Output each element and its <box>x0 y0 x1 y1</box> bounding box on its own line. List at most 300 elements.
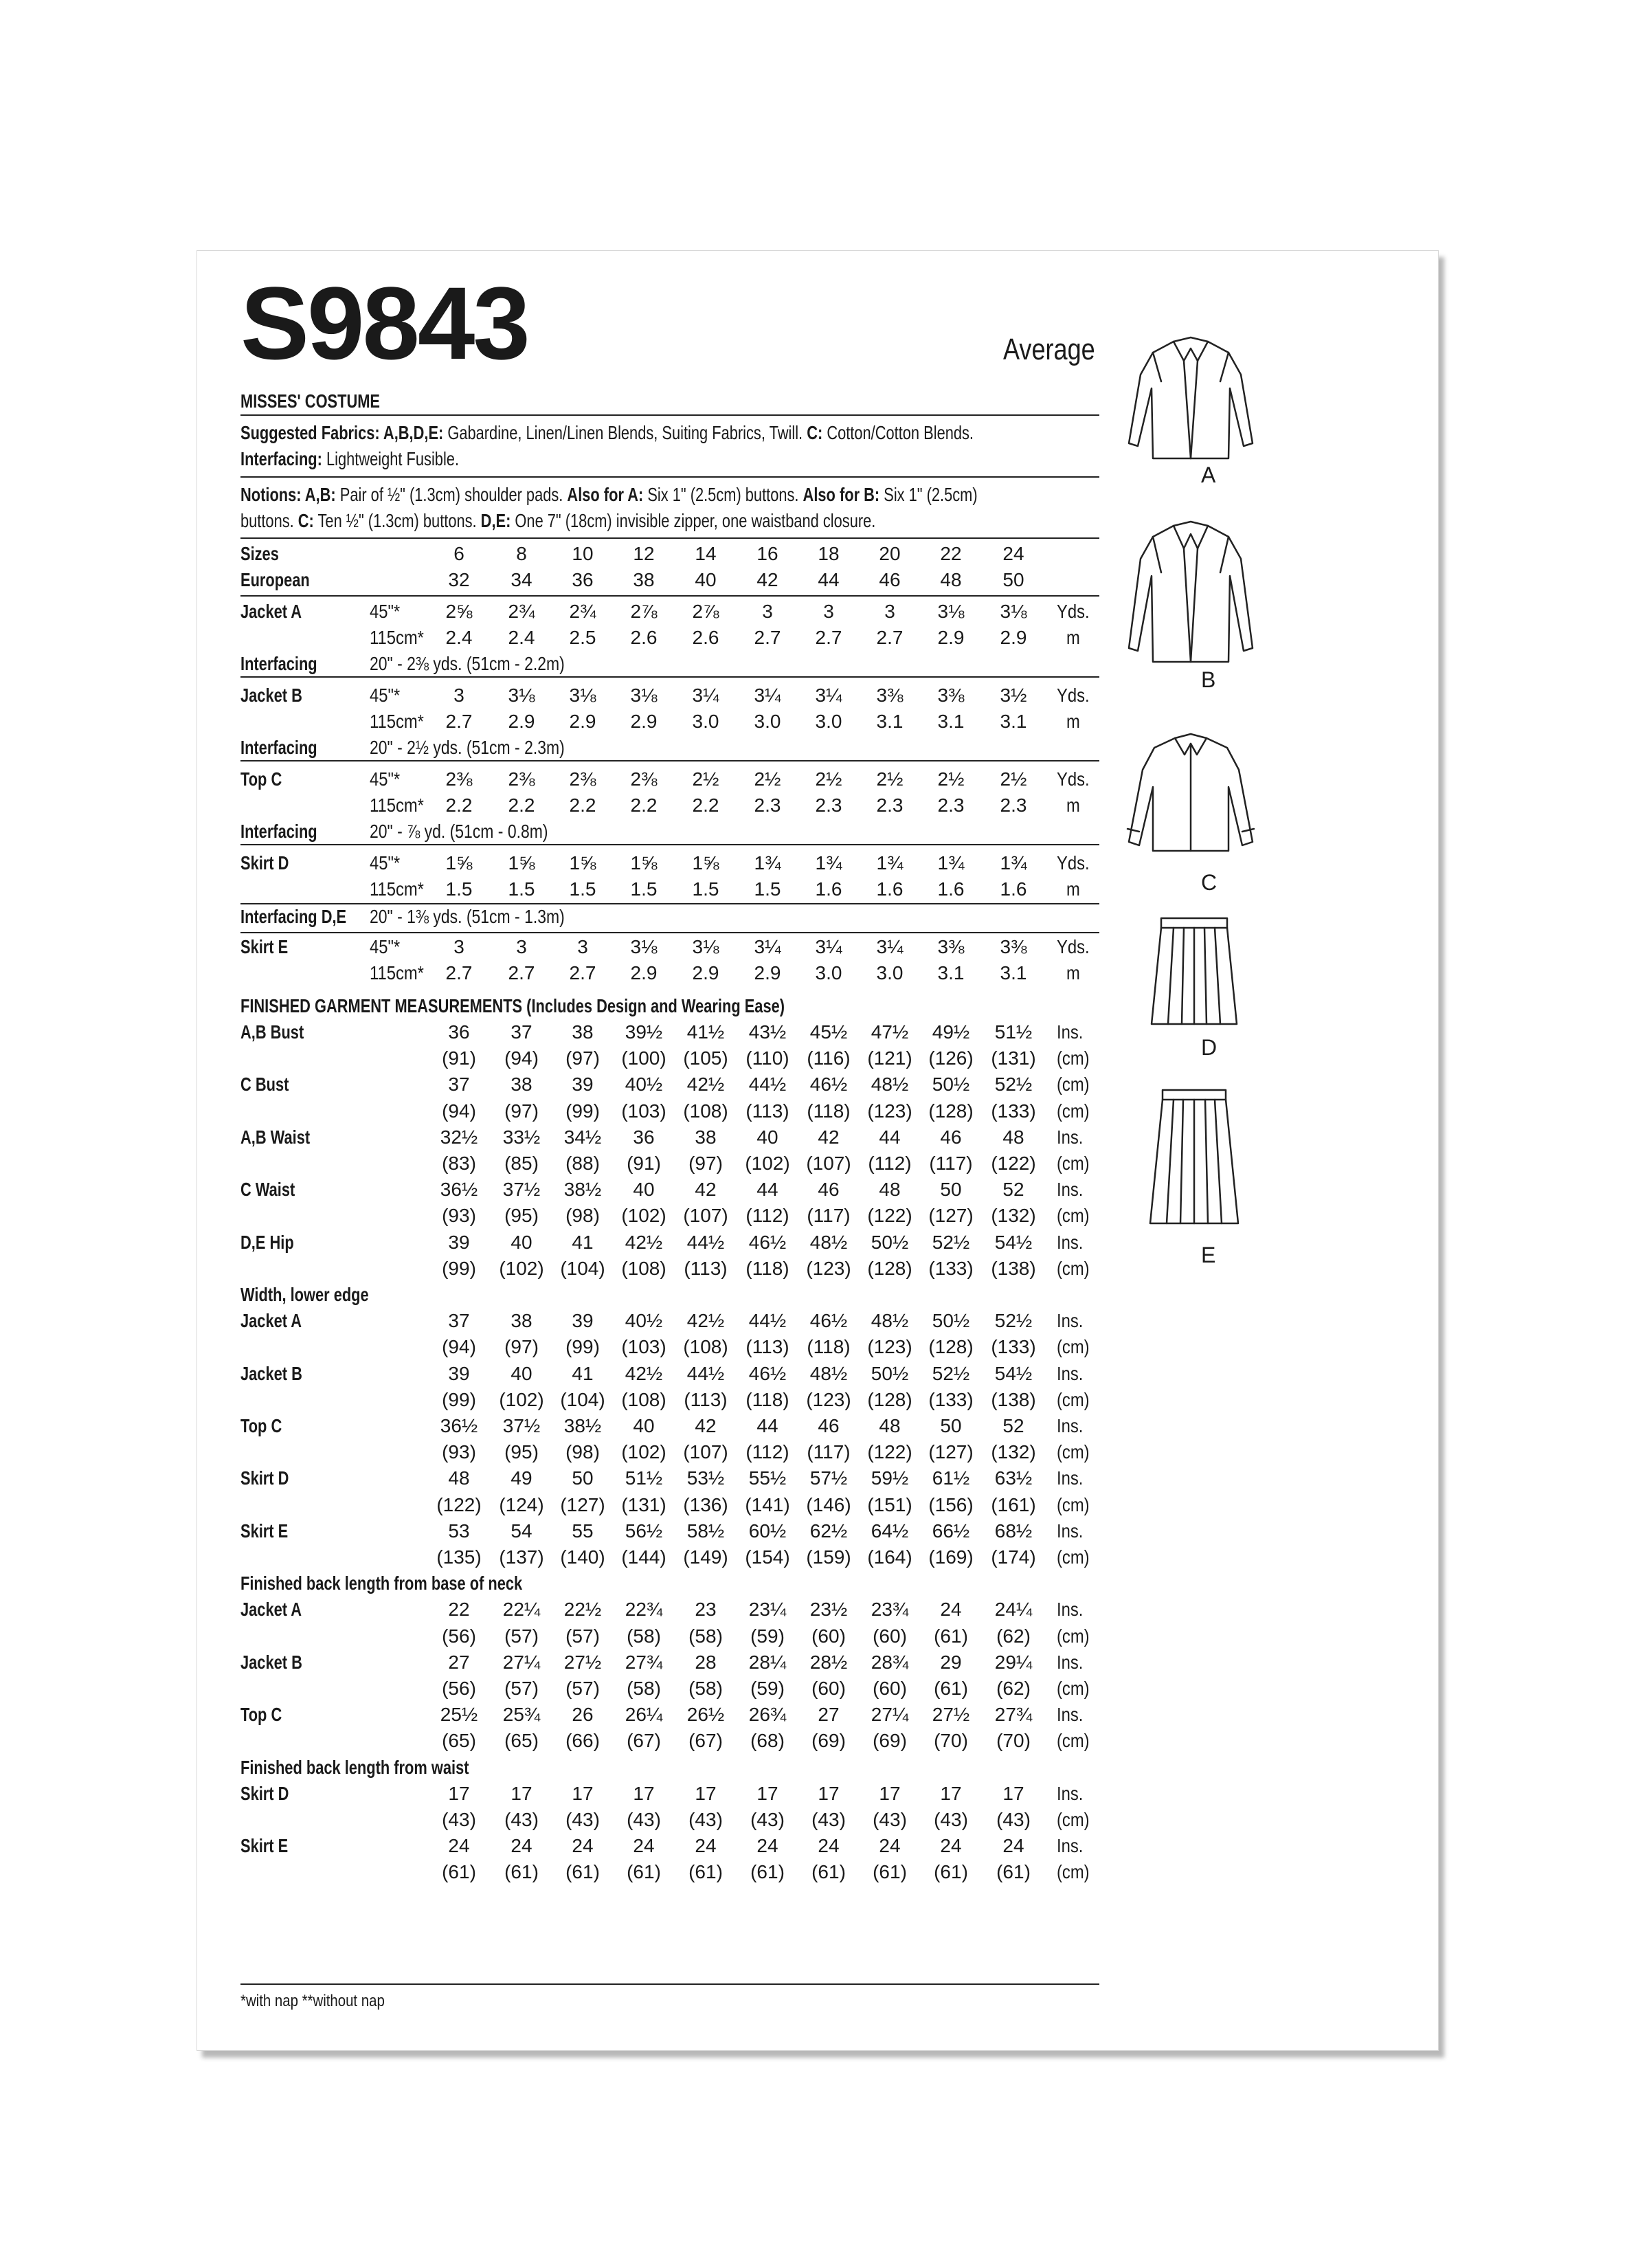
inches-value: 43½ <box>748 1021 787 1043</box>
inches-value: 55 <box>572 1520 594 1542</box>
cm-value: (94) <box>442 1336 476 1357</box>
unit: (cm) <box>1057 1678 1090 1699</box>
cm-value: (58) <box>688 1678 723 1699</box>
sizes-label: Sizes <box>240 543 279 564</box>
unit: (cm) <box>1057 1047 1090 1069</box>
yardage-value: 2⅝ <box>445 601 473 622</box>
inches-value: 40 <box>511 1232 532 1253</box>
skirt-e-icon <box>1146 1086 1242 1230</box>
yardage-value: 1⅝ <box>569 852 596 874</box>
inches-value: 48½ <box>809 1363 848 1384</box>
inches-value: 24 <box>818 1835 840 1856</box>
inches-value: 38 <box>511 1074 532 1095</box>
measurement-label: C Waist <box>240 1179 295 1200</box>
divider <box>240 537 1099 539</box>
yardage-value: 2.9 <box>692 962 719 983</box>
unit: m <box>1066 627 1080 648</box>
inches-value: 17 <box>572 1783 594 1804</box>
yardage-value: 3¼ <box>754 685 781 706</box>
inches-value: 24 <box>448 1835 470 1856</box>
cm-value: (61) <box>565 1861 600 1882</box>
yardage-value: 2½ <box>815 768 842 790</box>
yardage-value: 2.6 <box>630 627 658 648</box>
cm-value: (123) <box>806 1258 851 1279</box>
yardage-value: 2.3 <box>1000 794 1027 816</box>
interfacing-line <box>240 449 459 469</box>
cm-value: (61) <box>811 1861 846 1882</box>
cm-value: (137) <box>499 1546 544 1568</box>
cm-value: (61) <box>873 1861 907 1882</box>
yardage-value: 1.6 <box>815 878 842 900</box>
inches-value: 55½ <box>748 1467 787 1489</box>
cm-value: (102) <box>621 1441 666 1463</box>
footnote: *with nap **without nap <box>240 1992 385 2010</box>
inches-value: 17 <box>511 1783 532 1804</box>
interfacing-yardage: 20" - 2⅜ yds. (51cm - 2.2m) <box>370 653 565 674</box>
yardage-value: 2.5 <box>569 627 596 648</box>
yardage-value: 2½ <box>692 768 719 790</box>
cm-value: (149) <box>683 1546 728 1568</box>
cm-value: (65) <box>504 1730 539 1751</box>
yardage-value: 2.7 <box>569 962 596 983</box>
size-value: 8 <box>516 543 527 564</box>
unit: Ins. <box>1057 1415 1084 1436</box>
cm-value: (59) <box>750 1625 785 1647</box>
unit: Ins. <box>1057 1652 1084 1673</box>
inches-value: 61½ <box>932 1467 970 1489</box>
inches-value: 44 <box>879 1126 901 1148</box>
inches-value: 27½ <box>932 1704 970 1725</box>
notions-label: Notions: A,B: <box>240 484 336 505</box>
cm-value: (113) <box>745 1100 789 1122</box>
yardage-value: 3 <box>884 601 895 622</box>
yardage-value: 1⅝ <box>508 852 535 874</box>
garment-letter: B <box>1201 667 1216 692</box>
garment-letter: D <box>1201 1035 1218 1060</box>
fabrics-text: Gabardine, Linen/Linen Blends, Suiting Fabrics, Twill. <box>443 422 807 443</box>
inches-value: 46½ <box>748 1363 787 1384</box>
inches-value: 37 <box>511 1021 532 1043</box>
cm-value: (118) <box>807 1336 851 1357</box>
unit: Ins. <box>1057 1520 1084 1542</box>
cm-value: (58) <box>688 1625 723 1647</box>
cm-value: (60) <box>811 1678 846 1699</box>
yardage-value: 2½ <box>937 768 965 790</box>
measurement-label: C Bust <box>240 1074 289 1095</box>
european-size-value: 32 <box>448 569 470 590</box>
fabrics-c-label: C: <box>807 422 823 443</box>
inches-value: 37½ <box>502 1415 541 1436</box>
unit: (cm) <box>1057 1258 1090 1279</box>
inches-value: 68½ <box>994 1520 1033 1542</box>
fabric-width: 45"* <box>370 601 401 622</box>
inches-value: 52 <box>1002 1179 1024 1200</box>
cm-value: (56) <box>442 1625 476 1647</box>
divider <box>240 676 1099 678</box>
yardage-value: 3 <box>453 685 464 706</box>
yardage-value: 3.0 <box>815 962 842 983</box>
yardage-value: 2.9 <box>508 711 535 732</box>
inches-value: 53 <box>448 1520 470 1542</box>
garment-letter: E <box>1201 1243 1216 1267</box>
divider <box>240 932 1099 933</box>
yardage-value: 3.1 <box>1000 711 1027 732</box>
cm-value: (58) <box>627 1625 661 1647</box>
inches-value: 39½ <box>625 1021 663 1043</box>
inches-value: 57½ <box>809 1467 848 1489</box>
unit: (cm) <box>1057 1861 1090 1882</box>
cm-value: (102) <box>621 1205 666 1226</box>
cm-value: (118) <box>745 1389 789 1410</box>
inches-value: 38 <box>695 1126 717 1148</box>
cm-value: (161) <box>991 1494 1036 1515</box>
inches-value: 52½ <box>932 1363 970 1384</box>
inches-value: 34½ <box>563 1126 602 1148</box>
yardage-value: 1⅝ <box>445 852 473 874</box>
unit: (cm) <box>1057 1074 1090 1095</box>
cm-value: (66) <box>565 1730 600 1751</box>
cm-value: (88) <box>565 1153 600 1174</box>
cm-value: (138) <box>991 1258 1036 1279</box>
inches-value: 42½ <box>686 1074 725 1095</box>
unit: (cm) <box>1057 1546 1090 1568</box>
cm-value: (99) <box>565 1336 600 1357</box>
inches-value: 42 <box>695 1179 717 1200</box>
top-c-icon <box>1119 729 1263 866</box>
size-value: 12 <box>633 543 655 564</box>
yardage-value: 3 <box>516 936 527 957</box>
inches-value: 41 <box>572 1363 594 1384</box>
cm-value: (131) <box>621 1494 666 1515</box>
unit: (cm) <box>1057 1336 1090 1357</box>
yardage-value: 2⅜ <box>508 768 535 790</box>
size-value: 24 <box>1002 543 1024 564</box>
yardage-value: 1.5 <box>569 878 596 900</box>
inches-value: 50½ <box>932 1074 970 1095</box>
cm-value: (133) <box>991 1100 1036 1122</box>
inches-value: 60½ <box>748 1520 787 1542</box>
inches-value: 46 <box>818 1415 840 1436</box>
measurement-group-heading: Finished back length from waist <box>240 1756 469 1778</box>
inches-value: 44½ <box>686 1232 725 1253</box>
cm-value: (133) <box>991 1336 1036 1357</box>
measurement-group-heading: Finished back length from base of neck <box>240 1572 523 1594</box>
measurement-label: A,B Bust <box>240 1021 304 1043</box>
unit: (cm) <box>1057 1730 1090 1751</box>
inches-value: 36 <box>448 1021 470 1043</box>
notions-a-label: Also for A: <box>567 484 644 505</box>
cm-value: (154) <box>745 1546 790 1568</box>
yardage-value: 1.5 <box>754 878 781 900</box>
inches-value: 26¾ <box>748 1704 787 1725</box>
cm-value: (99) <box>442 1258 476 1279</box>
cm-value: (97) <box>504 1100 539 1122</box>
inches-value: 44 <box>756 1415 778 1436</box>
yardage-value: 2.3 <box>815 794 842 816</box>
unit: Yds. <box>1057 852 1090 874</box>
yardage-value: 3 <box>453 936 464 957</box>
yardage-value: 1⅝ <box>692 852 719 874</box>
inches-value: 52½ <box>932 1232 970 1253</box>
pattern-code: S9843 <box>240 265 528 381</box>
cm-value: (127) <box>928 1205 974 1226</box>
garment-letter: A <box>1201 463 1216 487</box>
inches-value: 44½ <box>748 1310 787 1331</box>
unit: Yds. <box>1057 936 1090 957</box>
inches-value: 42½ <box>686 1310 725 1331</box>
interfacing-text: Lightweight Fusible. <box>322 448 460 469</box>
cm-value: (97) <box>565 1047 600 1069</box>
divider <box>240 1983 1099 1985</box>
yardage-value: 3⅛ <box>1000 601 1027 622</box>
size-value: 20 <box>879 543 901 564</box>
cm-value: (57) <box>504 1625 539 1647</box>
inches-value: 46½ <box>748 1232 787 1253</box>
inches-value: 48½ <box>809 1232 848 1253</box>
cm-value: (91) <box>627 1153 661 1174</box>
inches-value: 46½ <box>809 1074 848 1095</box>
interfacing-label: Interfacing <box>240 653 317 674</box>
inches-value: 24 <box>756 1835 778 1856</box>
inches-value: 23½ <box>809 1599 848 1620</box>
inches-value: 27¼ <box>502 1652 541 1673</box>
cm-value: (93) <box>442 1205 476 1226</box>
inches-value: 23¾ <box>871 1599 909 1620</box>
yardage-value: 3.0 <box>754 711 781 732</box>
yardage-value: 2½ <box>876 768 904 790</box>
cm-value: (65) <box>442 1730 476 1751</box>
inches-value: 24¼ <box>994 1599 1033 1620</box>
unit: Ins. <box>1057 1021 1084 1043</box>
yardage-value: 3 <box>577 936 588 957</box>
fabrics-c-text: Cotton/Cotton Blends. <box>822 422 974 443</box>
yardage-value: 3.0 <box>876 962 904 983</box>
inches-value: 23 <box>695 1599 717 1620</box>
cm-value: (113) <box>684 1389 728 1410</box>
size-value: 18 <box>818 543 840 564</box>
inches-value: 46 <box>940 1126 962 1148</box>
cm-value: (61) <box>934 1678 968 1699</box>
yardage-value: 1.5 <box>445 878 473 900</box>
cm-value: (108) <box>621 1389 666 1410</box>
yardage-value: 2.3 <box>876 794 904 816</box>
yardage-value: 1⅝ <box>630 852 658 874</box>
inches-value: 27¼ <box>871 1704 909 1725</box>
inches-value: 29¼ <box>994 1652 1033 1673</box>
garment-label: Jacket B <box>240 685 302 706</box>
fabrics-label: Suggested Fabrics: A,B,D,E: <box>240 422 444 443</box>
yardage-value: 3.1 <box>876 711 904 732</box>
cm-value: (117) <box>807 1441 851 1463</box>
cm-value: (68) <box>750 1730 785 1751</box>
yardage-value: 2⅜ <box>445 768 473 790</box>
divider <box>240 760 1099 761</box>
inches-value: 51½ <box>625 1467 663 1489</box>
inches-value: 50 <box>940 1415 962 1436</box>
inches-value: 38½ <box>563 1179 602 1200</box>
inches-value: 37½ <box>502 1179 541 1200</box>
cm-value: (91) <box>442 1047 476 1069</box>
yardage-value: 2.9 <box>569 711 596 732</box>
yardage-value: 2.4 <box>445 627 473 648</box>
cm-value: (128) <box>867 1389 912 1410</box>
cm-value: (112) <box>745 1205 789 1226</box>
notions-text: Pair of ½" (1.3cm) shoulder pads. <box>335 484 568 505</box>
cm-value: (85) <box>504 1153 539 1174</box>
cm-value: (98) <box>565 1205 600 1226</box>
yardage-value: 3⅜ <box>1000 936 1027 957</box>
fabric-width: 115cm* <box>370 794 424 816</box>
cm-value: (102) <box>499 1389 544 1410</box>
measurement-label: Skirt D <box>240 1467 289 1489</box>
inches-value: 46½ <box>809 1310 848 1331</box>
cm-value: (70) <box>996 1730 1031 1751</box>
interfacing-de-label: Interfacing D,E <box>240 906 347 927</box>
unit: Ins. <box>1057 1363 1084 1384</box>
cm-value: (43) <box>504 1809 539 1830</box>
inches-value: 22¼ <box>502 1599 541 1620</box>
inches-value: 23¼ <box>748 1599 787 1620</box>
fabric-width: 45"* <box>370 768 401 790</box>
inches-value: 62½ <box>809 1520 848 1542</box>
notions-de-text: One 7" (18cm) invisible zipper, one waistband closure. <box>511 510 876 531</box>
cm-value: (61) <box>750 1861 785 1882</box>
inches-value: 27½ <box>563 1652 602 1673</box>
yardage-value: 3¼ <box>815 685 842 706</box>
cm-value: (159) <box>806 1546 851 1568</box>
cm-value: (60) <box>811 1625 846 1647</box>
cm-value: (99) <box>442 1389 476 1410</box>
inches-value: 27 <box>818 1704 840 1725</box>
european-size-value: 34 <box>511 569 532 590</box>
european-size-value: 40 <box>695 569 717 590</box>
yardage-value: 2.2 <box>508 794 535 816</box>
inches-value: 50 <box>940 1179 962 1200</box>
inches-value: 39 <box>572 1310 594 1331</box>
cm-value: (117) <box>929 1153 973 1174</box>
cm-value: (58) <box>627 1678 661 1699</box>
inches-value: 54½ <box>994 1232 1033 1253</box>
interfacing-label: Interfacing <box>240 821 317 842</box>
size-value: 16 <box>756 543 778 564</box>
cm-value: (43) <box>688 1809 723 1830</box>
inches-value: 24 <box>940 1835 962 1856</box>
unit: Ins. <box>1057 1704 1084 1725</box>
cm-value: (83) <box>442 1153 476 1174</box>
size-value: 6 <box>453 543 464 564</box>
cm-value: (61) <box>442 1861 476 1882</box>
yardage-value: 1.6 <box>1000 878 1027 900</box>
yardage-value: 1.5 <box>630 878 658 900</box>
unit: m <box>1066 962 1080 983</box>
fabric-width: 45"* <box>370 852 401 874</box>
cm-value: (132) <box>991 1441 1036 1463</box>
unit: (cm) <box>1057 1625 1090 1647</box>
yardage-value: 3¼ <box>876 936 904 957</box>
measurement-label: D,E Hip <box>240 1232 294 1253</box>
inches-value: 25½ <box>440 1704 478 1725</box>
inches-value: 17 <box>633 1783 655 1804</box>
inches-value: 24 <box>695 1835 717 1856</box>
yardage-value: 2.4 <box>508 627 535 648</box>
cm-value: (61) <box>504 1861 539 1882</box>
european-sizes-label: European <box>240 569 310 590</box>
inches-value: 33½ <box>502 1126 541 1148</box>
cm-value: (169) <box>928 1546 974 1568</box>
cm-value: (136) <box>683 1494 728 1515</box>
yardage-value: 2.7 <box>508 962 535 983</box>
inches-value: 26 <box>572 1704 594 1725</box>
measurement-label: Skirt E <box>240 1520 289 1542</box>
inches-value: 42 <box>818 1126 840 1148</box>
yardage-value: 2.2 <box>630 794 658 816</box>
inches-value: 36½ <box>440 1179 478 1200</box>
inches-value: 48½ <box>871 1310 909 1331</box>
yardage-value: 3⅛ <box>630 936 658 957</box>
cm-value: (126) <box>928 1047 974 1069</box>
inches-value: 17 <box>879 1783 901 1804</box>
inches-value: 42½ <box>625 1363 663 1384</box>
yardage-value: 2.9 <box>1000 627 1027 648</box>
inches-value: 53½ <box>686 1467 725 1489</box>
inches-value: 44½ <box>686 1363 725 1384</box>
measurement-label: Jacket A <box>240 1599 302 1620</box>
unit: Ins. <box>1057 1179 1084 1200</box>
inches-value: 17 <box>1002 1783 1024 1804</box>
cm-value: (108) <box>683 1336 728 1357</box>
cm-value: (123) <box>867 1336 912 1357</box>
cm-value: (128) <box>928 1336 974 1357</box>
notions-b-text: Six 1" (2.5cm) <box>879 484 978 505</box>
notions-c-text: Ten ½" (1.3cm) buttons. <box>313 510 481 531</box>
interfacing-yardage: 20" - ⅞ yd. (51cm - 0.8m) <box>370 821 548 842</box>
inches-value: 40 <box>633 1415 655 1436</box>
yardage-value: 2.9 <box>630 711 658 732</box>
cm-value: (69) <box>811 1730 846 1751</box>
unit: Ins. <box>1057 1835 1084 1856</box>
cm-value: (133) <box>928 1258 974 1279</box>
inches-value: 63½ <box>994 1467 1033 1489</box>
unit: Ins. <box>1057 1599 1084 1620</box>
inches-value: 66½ <box>932 1520 970 1542</box>
inches-value: 51½ <box>994 1021 1033 1043</box>
divider <box>240 414 1099 416</box>
inches-value: 54½ <box>994 1363 1033 1384</box>
inches-value: 26½ <box>686 1704 725 1725</box>
cm-value: (117) <box>807 1205 851 1226</box>
yardage-value: 1.6 <box>937 878 965 900</box>
cm-value: (93) <box>442 1441 476 1463</box>
notions-line-2 <box>240 511 875 531</box>
cm-value: (95) <box>504 1441 539 1463</box>
unit: (cm) <box>1057 1205 1090 1226</box>
cm-value: (43) <box>934 1809 968 1830</box>
inches-value: 46 <box>818 1179 840 1200</box>
yardage-value: 2½ <box>754 768 781 790</box>
fabric-width: 115cm* <box>370 627 424 648</box>
cm-value: (113) <box>684 1258 728 1279</box>
cm-value: (107) <box>806 1153 851 1174</box>
inches-value: 54 <box>511 1520 532 1542</box>
cm-value: (107) <box>683 1441 728 1463</box>
inches-value: 27 <box>448 1652 470 1673</box>
fabric-width: 45"* <box>370 936 401 957</box>
inches-value: 24 <box>572 1835 594 1856</box>
cm-value: (59) <box>750 1678 785 1699</box>
yardage-value: 2.2 <box>445 794 473 816</box>
cm-value: (122) <box>436 1494 482 1515</box>
unit: Yds. <box>1057 601 1090 622</box>
